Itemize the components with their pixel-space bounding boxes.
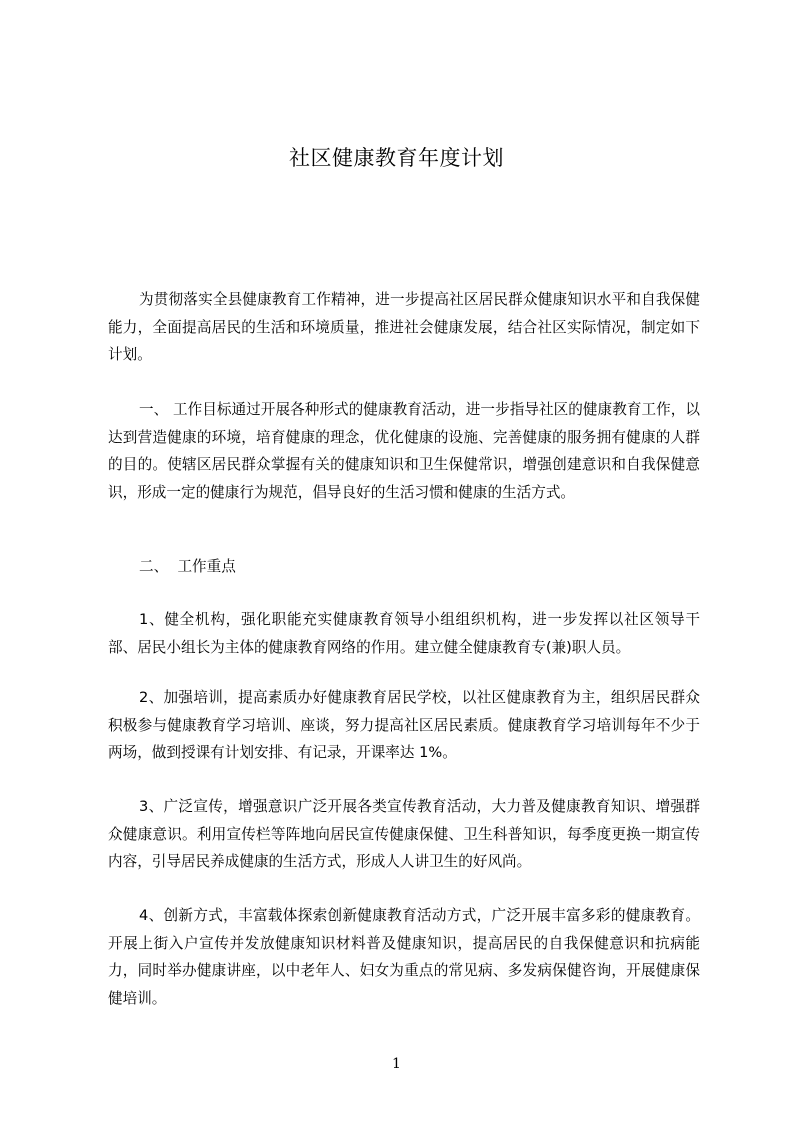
item-4-paragraph: 4、创新方式，丰富载体探索创新健康教育活动方式，广泛开展丰富多彩的健康教育。开展上街入户宣传并发放健康知识材料普及健康知识，提高居民的自我保健意识和抗病能力，同时举办健康讲座，以中老年人、妇女为重点的常见病、多发病保健咨询，开展健康保健培训。 bbox=[108, 907, 700, 1007]
section-2-heading: 二、 工作重点 bbox=[139, 558, 236, 575]
section-1-paragraph: 一、 工作目标通过开展各种形式的健康教育活动，进一步指导社区的健康教育工作，以达到营造健康的环境，培育健康的理念，优化健康的设施、完善健康的服务拥有健康的人群的目的。使辖区居民群众掌握有关的健康知识和卫生保健常识，增强创建意识和自我保健意识，形成一定的健康行为规范，倡导良好的生活习惯和健康的生活方式。 bbox=[108, 401, 700, 501]
item-3-paragraph: 3、广泛宣传，增强意识广泛开展各类宣传教育活动，大力普及健康教育知识、增强群众健康意识。利用宣传栏等阵地向居民宣传健康保健、卫生科普知识，每季度更换一期宣传内容，引导居民养成健康的生活方式，形成人人讲卫生的好风尚。 bbox=[108, 798, 700, 870]
document-title: 社区健康教育年度计划 bbox=[289, 146, 504, 170]
page-number: 1 bbox=[392, 1056, 401, 1072]
intro-paragraph: 为贯彻落实全县健康教育工作精神，进一步提高社区居民群众健康知识水平和自我保健能力，全面提高居民的生活和环境质量，推进社会健康发展，结合社区实际情况，制定如下计划。 bbox=[108, 291, 700, 363]
item-1-paragraph: 1、健全机构，强化职能充实健康教育领导小组组织机构，进一步发挥以社区领导干部、居民小组长为主体的健康教育网络的作用。建立健全健康教育专(兼)职人员。 bbox=[108, 611, 700, 656]
item-2-paragraph: 2、加强培训，提高素质办好健康教育居民学校，以社区健康教育为主，组织居民群众积极参与健康教育学习培训、座谈，努力提高社区居民素质。健康教育学习培训每年不少于两场，做到授课有计划安排、有记录，开课率达 1%。 bbox=[108, 689, 700, 761]
